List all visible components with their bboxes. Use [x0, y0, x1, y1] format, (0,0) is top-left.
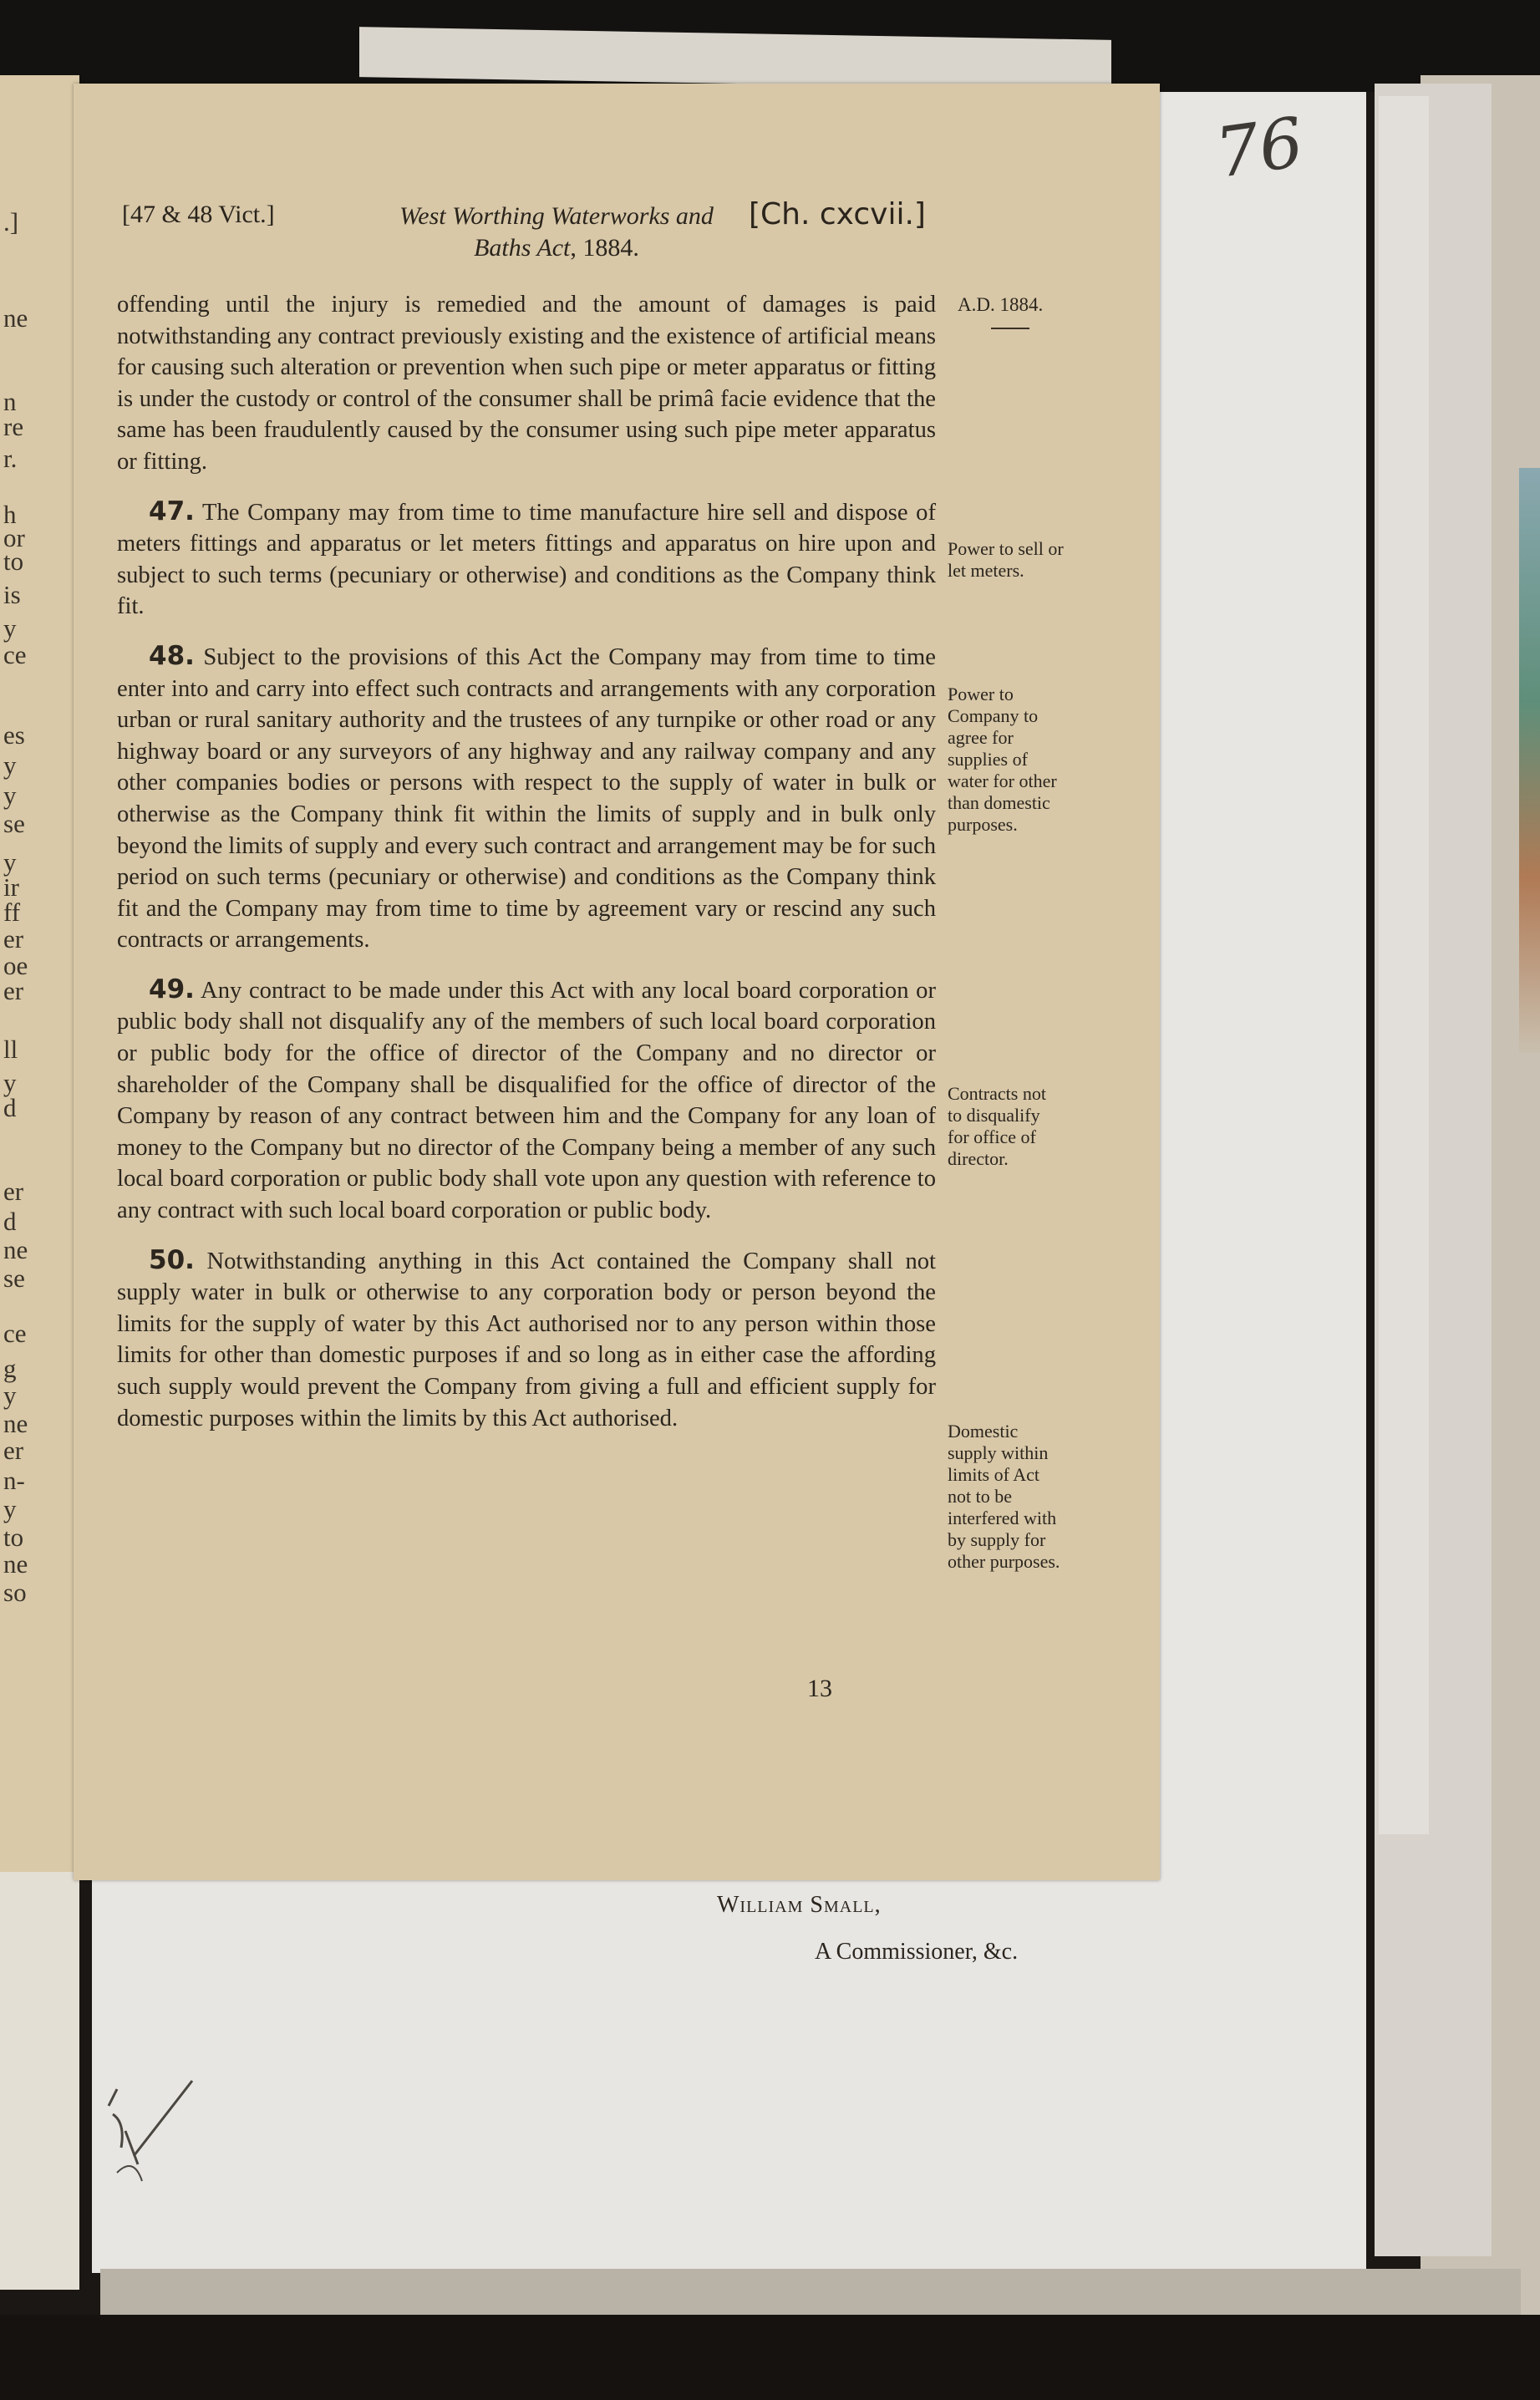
left-page-fragment: y: [3, 781, 17, 810]
section-47: [117, 496, 936, 623]
left-page-fragment: er: [3, 976, 24, 1005]
left-page-fragment: ne: [3, 303, 28, 333]
left-page-fragment: ne: [3, 1549, 28, 1579]
margin-note-48: Power to Company to agree for supplies of water for other than domestic purposes.: [948, 684, 1057, 835]
section-number: 48.: [149, 640, 195, 671]
act-title-line1: West Worthing Waterworks and: [399, 202, 714, 230]
signatory-title: A Commissioner, &c.: [815, 1939, 1019, 1965]
act-title: [348, 201, 765, 264]
left-page-fragment: h: [3, 500, 17, 529]
left-page-fragment: n-: [3, 1466, 25, 1495]
left-page-fragment: ll: [3, 1035, 18, 1064]
left-page-fragment: ne: [3, 1235, 28, 1264]
section-number: 49.: [149, 974, 195, 1004]
left-page-fragment: y: [3, 1494, 17, 1523]
left-page-fragment: ir: [3, 872, 19, 902]
left-page-fragment: so: [3, 1578, 27, 1607]
chapter-number: [Ch. cxcvii.]: [749, 197, 926, 231]
left-page-fragment: is: [3, 580, 21, 609]
left-page-fragment: ce: [3, 1319, 27, 1348]
underlying-colored-edge: [1519, 468, 1540, 1053]
left-page-fragment: re: [3, 412, 24, 441]
section-text: Subject to the provisions of this Act the Company may from time to time enter into and carry into effect such contracts and arrangements with any corporation urban or rural sanitary authority and the trustees of any turnpike or other road or any highway board or any surveyors of any highway and any railway company and any other companies bodies or persons with respect to the supply of water in bulk or otherwise as the Company think fit within the limits of supply and in bulk only beyond the limits of supply and every such contract and arrangement may be for such period on such terms (pecuniary or otherwise) and conditions as the Company think fit and the Company may from time to time by agreement vary or rescind any such contracts or arrangements.: [117, 643, 936, 953]
section-text: The Company may from time to time manufacture hire sell and dispose of meters fittings and apparatus or let meters fittings and apparatus on hire upon and subject to such terms (pecuniary or otherwise) and conditions as the Company think fit.: [117, 499, 936, 620]
margin-note-47: Power to sell or let meters.: [948, 538, 1064, 581]
margin-rule: [991, 328, 1029, 329]
left-page-fragment: n: [3, 387, 17, 416]
left-page-lower: [0, 1872, 79, 2290]
section-48: [117, 641, 936, 956]
left-page-fragment: r.: [3, 444, 18, 473]
section-number: 50.: [149, 1244, 195, 1275]
margin-year: A.D. 1884.: [958, 294, 1044, 315]
body-text: [117, 289, 936, 1452]
section-text: Notwithstanding anything in this Act contained the Company shall not supply water in bulk or otherwise to any corporation body or person beyond the limits for the supply of water by this Act authorised nor to any person within those limits for other than domestic purposes if and so long as in either case the affording such supply would prevent the Company from giving a full and efficient supply for domestic purposes within the limits by this Act authorised.: [117, 1248, 936, 1431]
folio-number: 76: [1210, 103, 1309, 194]
section-number: 47.: [149, 496, 195, 526]
act-title-year: , 1884.: [570, 234, 639, 262]
running-header: [122, 197, 941, 267]
left-page-fragment: es: [3, 720, 25, 750]
bottom-background: [0, 2315, 1540, 2400]
left-page-fragment: d: [3, 1093, 17, 1122]
signatory-name: William Small,: [717, 1892, 882, 1918]
bottom-paper-edge: [100, 2269, 1521, 2319]
left-page-fragment: .]: [3, 207, 19, 236]
page-number: 13: [807, 1675, 832, 1702]
left-page-fragment: g: [3, 1354, 17, 1383]
left-page-fragment: to: [3, 1523, 24, 1552]
left-page-fragment: to: [3, 547, 24, 576]
left-page-fragment: oe: [3, 951, 28, 980]
left-page-fragment: ce: [3, 640, 27, 669]
left-page-fragment: y: [3, 1381, 17, 1410]
section-50: [117, 1245, 936, 1435]
left-page-fragment: er: [3, 1436, 24, 1465]
left-page-fragment: d: [3, 1207, 17, 1236]
pencil-mark-icon: [100, 2072, 201, 2206]
left-page-fragment: se: [3, 1264, 25, 1293]
underlying-sheet-3: [1379, 96, 1429, 1834]
left-page-fragment: er: [3, 924, 24, 953]
left-page-fragment: y: [3, 1068, 17, 1097]
paragraph-continuation: offending until the injury is remedied and the amount of damages is paid notwithstanding any contract previously existing and the existence of artificial means for causing such alteration or prevention when such pipe or meter apparatus or fitting is under the custody or control of the consumer shall be primâ facie evidence that the same has been fraudulently caused by the consumer using such pipe meter apparatus or fitting.: [117, 292, 936, 475]
left-page-fragment: y: [3, 613, 17, 643]
left-page-fragment: y: [3, 847, 17, 877]
left-page-fragment: y: [3, 750, 17, 780]
act-title-line2: Baths Act: [474, 234, 571, 262]
left-page-fragment: ff: [3, 897, 21, 927]
left-page-fragment: ne: [3, 1409, 28, 1438]
left-page-fragment: or: [3, 523, 25, 552]
left-page-fragment: er: [3, 1177, 24, 1206]
margin-note-49: Contracts not to disqualify for office of director.: [948, 1083, 1046, 1169]
section-49: [117, 974, 936, 1227]
margin-note-50: Domestic supply within limits of Act not to be interfered with by supply for other purposes.: [948, 1421, 1060, 1572]
left-page-fragment: se: [3, 809, 25, 838]
section-text: Any contract to be made under this Act with any local board corporation or public body shall not disqualify any of the members of such local board corporation or public body for the office of director of the Company and no director or shareholder of the Company shall be disqualified for the office of director of the Company by reason of any contract between him and the Company for any loan of money to the Company but no director of the Company being a member of any such local board corporation or public body shall vote upon any question with reference to any contract with such local board corporation or public body.: [117, 977, 937, 1224]
regnal-year: [47 & 48 Vict.]: [122, 201, 275, 228]
